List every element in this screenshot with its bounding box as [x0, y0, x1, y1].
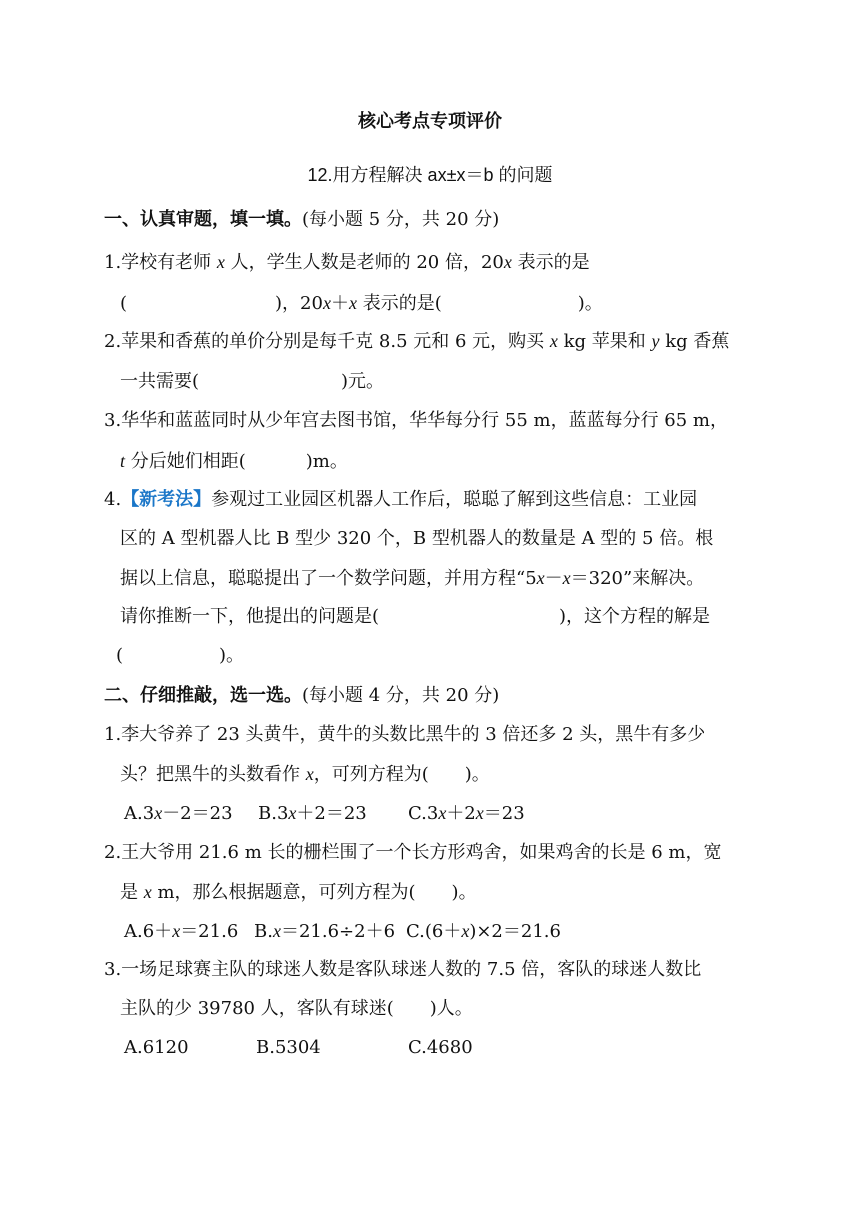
option-c[interactable]: [406, 919, 561, 944]
text: ＋: [330, 293, 349, 314]
var-x: x: [438, 803, 447, 823]
s2-q1-line2: [120, 762, 490, 787]
text: )。: [451, 882, 477, 903]
text: 参观过工业园区机器人工作后，聪聪了解到这些信息：工业园: [211, 489, 698, 510]
text: )×2＝21.6: [469, 921, 561, 942]
text: ＝21.6: [180, 921, 239, 942]
s2-q3-options: [124, 1036, 473, 1060]
s2-q1-line1: 1.李大爷养了 23 头黄牛，黄牛的头数比黑牛的 3 倍还多 2 头，黑牛有多少: [104, 724, 706, 745]
option-b[interactable]: [258, 801, 408, 826]
text: 一共需要(: [120, 371, 200, 392]
s1-q2-line2: [120, 370, 384, 394]
var-x: x: [305, 764, 314, 784]
var-x: x: [475, 803, 484, 823]
text: ，可列方程为(: [313, 764, 429, 785]
text: )。: [219, 645, 245, 666]
text: ＋2: [446, 803, 476, 824]
section-1-note: (每小题 5 分，共 20 分): [302, 209, 500, 230]
var-x: x: [562, 568, 571, 588]
s2-q3-line1: 3.一场足球赛主队的球迷人数是客队球迷人数的 7.5 倍，客队的球迷人数比: [104, 959, 702, 980]
option-a[interactable]: [124, 801, 258, 826]
section-2-note: (每小题 4 分，共 20 分): [302, 685, 500, 706]
section-2-heading: [104, 684, 499, 708]
text: 1.学校有老师: [104, 252, 217, 273]
s2-q2-line2: [120, 880, 477, 905]
option-a[interactable]: [124, 919, 254, 944]
s2-q2-options: [124, 919, 561, 944]
s1-q4-line1: [104, 488, 697, 512]
s1-q4-line2: 区的 A 型机器人比 B 型少 320 个，B 型机器人的数量是 A 型的 5 倍。根: [120, 528, 714, 549]
text: 据以上信息，聪聪提出了一个数学问题，并用方程“5: [120, 568, 537, 589]
text: )，这个方程的解是: [559, 606, 711, 627]
var-x: x: [216, 252, 225, 272]
s1-q1-line1: [104, 250, 590, 275]
s1-q3-line2: [120, 449, 348, 474]
var-x: x: [461, 921, 470, 941]
text: )元。: [341, 371, 385, 392]
text: ＝23: [483, 803, 525, 824]
var-x: x: [322, 293, 331, 313]
text: )m。: [305, 451, 348, 472]
section-1-heading: [104, 208, 499, 232]
var-x: x: [348, 293, 357, 313]
new-method-tag: 【新考法】: [121, 489, 212, 510]
var-x: x: [536, 568, 545, 588]
text: )人。: [429, 998, 473, 1019]
s2-q3-line2: [120, 997, 473, 1021]
text: 表示的是(: [356, 293, 442, 314]
text: kg 香蕉: [659, 331, 730, 352]
text: 请你推断一下，他提出的问题是(: [120, 606, 380, 627]
text: )。: [577, 293, 603, 314]
text: (: [116, 645, 124, 666]
page-title: 核心考点专项评价: [358, 111, 502, 132]
var-x: x: [549, 331, 558, 351]
section-2-title: 二、仔细推敲，选一选。: [104, 685, 302, 706]
s2-q2-line1: 2.王大爷用 21.6 m 长的栅栏围了一个长方形鸡舍，如果鸡舍的长是 6 m，宽: [104, 842, 722, 863]
text: A.6＋: [124, 921, 173, 942]
text: 2.苹果和香蕉的单价分别是每千克 8.5 元和 6 元，购买: [104, 331, 550, 352]
text: ＝320”来解决。: [570, 568, 705, 589]
text: 头？把黑牛的头数看作: [120, 764, 306, 785]
section-1-title: 一、认真审题，填一填。: [104, 209, 302, 230]
option-a[interactable]: A.6120: [124, 1037, 189, 1058]
s2-q1-options: [124, 801, 525, 826]
text: B.3: [258, 803, 289, 824]
text: )。: [464, 764, 490, 785]
text: kg 苹果和: [557, 331, 652, 352]
var-t: t: [120, 451, 126, 471]
option-b[interactable]: [254, 919, 406, 944]
text: (: [120, 293, 128, 314]
var-x: x: [272, 921, 281, 941]
text: －2＝23: [162, 803, 233, 824]
s1-q2-line1: [104, 329, 729, 354]
text: )，20: [275, 293, 323, 314]
option-c[interactable]: C.4680: [408, 1037, 473, 1058]
text: 表示的是: [511, 252, 590, 273]
text: 主队的少 39780 人，客队有球迷(: [120, 998, 394, 1019]
var-x: x: [143, 882, 152, 902]
text: B.: [254, 921, 273, 942]
page-subtitle: 12.用方程解决 ax±x＝b 的问题: [307, 165, 553, 185]
text: 人，学生人数是老师的 20 倍，20: [224, 252, 504, 273]
text: A.3: [124, 803, 155, 824]
s1-q3-line1: 3.华华和蓝蓝同时从少年宫去图书馆，华华每分行 55 m，蓝蓝每分行 65 m，: [104, 410, 729, 431]
s1-q4-line5: [116, 644, 244, 668]
text: m，那么根据题意，可列方程为(: [151, 882, 416, 903]
var-x: x: [154, 803, 163, 823]
text: C.3: [408, 803, 439, 824]
option-c[interactable]: [408, 801, 525, 826]
var-y: y: [651, 331, 660, 351]
text: ＝21.6÷2＋6: [280, 921, 396, 942]
s1-q1-line2: [120, 291, 603, 316]
text: ＋2＝23: [296, 803, 367, 824]
var-x: x: [288, 803, 297, 823]
text: C.(6＋: [406, 921, 462, 942]
text: 分后她们相距(: [125, 451, 246, 472]
option-b[interactable]: B.5304: [256, 1037, 321, 1058]
var-x: x: [503, 252, 512, 272]
text: 4.: [104, 489, 122, 510]
s1-q4-line4: [120, 605, 710, 629]
s1-q4-line3: [120, 566, 704, 591]
text: 是: [120, 882, 144, 903]
text: －: [544, 568, 563, 589]
var-x: x: [172, 921, 181, 941]
